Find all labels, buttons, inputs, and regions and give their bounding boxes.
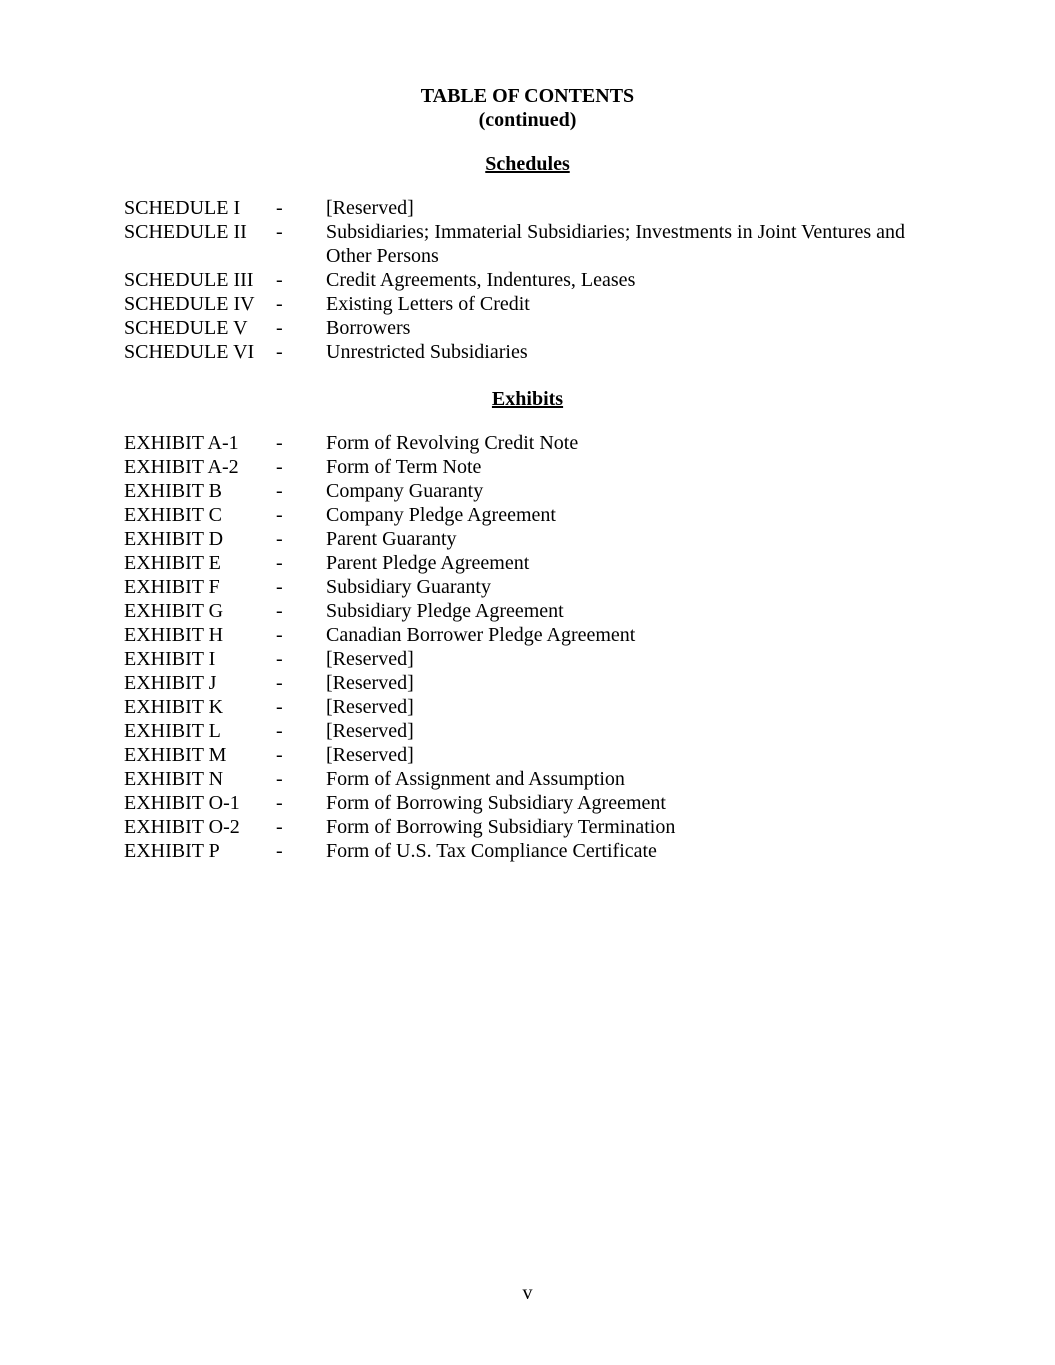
exhibit-label: EXHIBIT E [124,552,221,574]
separator-dash: - [276,744,283,766]
separator-dash: - [276,197,283,219]
exhibit-label: EXHIBIT O-1 [124,792,240,814]
exhibit-description: [Reserved] [326,648,414,670]
exhibit-description: Parent Pledge Agreement [326,552,530,574]
exhibit-description: Form of Borrowing Subsidiary Termination [326,816,676,838]
separator-dash: - [276,672,283,694]
exhibit-row [124,503,944,527]
exhibit-description: Parent Guaranty [326,528,457,550]
schedule-label: SCHEDULE VI [124,341,255,363]
schedule-description: Unrestricted Subsidiaries [326,341,528,363]
exhibit-description: Form of Assignment and Assumption [326,768,625,790]
schedule-label: SCHEDULE V [124,317,248,339]
exhibit-description: Company Pledge Agreement [326,504,556,526]
separator-dash: - [276,221,283,243]
schedule-row [124,292,944,316]
schedule-label: SCHEDULE I [124,197,241,219]
separator-dash: - [276,317,283,339]
separator-dash: - [276,456,283,478]
schedule-row [124,268,944,292]
schedules-list [124,196,944,364]
separator-dash: - [276,480,283,502]
exhibit-row [124,431,944,455]
exhibit-row [124,479,944,503]
separator-dash: - [276,840,283,862]
page-number: v [522,1282,533,1304]
exhibit-row [124,791,944,815]
schedule-label: SCHEDULE IV [124,293,255,315]
exhibit-row [124,839,944,863]
exhibit-row [124,719,944,743]
exhibit-label: EXHIBIT J [124,672,217,694]
page-title: TABLE OF CONTENTS [420,85,635,107]
exhibit-label: EXHIBIT C [124,504,222,526]
schedule-row [124,340,944,364]
separator-dash: - [276,552,283,574]
exhibit-description: Form of Borrowing Subsidiary Agreement [326,792,666,814]
exhibit-label: EXHIBIT N [124,768,224,790]
exhibit-row [124,575,944,599]
separator-dash: - [276,720,283,742]
schedule-row [124,220,944,268]
exhibit-description: Subsidiary Guaranty [326,576,491,598]
separator-dash: - [276,528,283,550]
exhibit-description: [Reserved] [326,672,414,694]
separator-dash: - [276,768,283,790]
schedule-row [124,316,944,340]
exhibit-label: EXHIBIT D [124,528,224,550]
exhibit-row [124,599,944,623]
schedules-heading: Schedules [485,153,570,175]
exhibit-row [124,527,944,551]
exhibit-label: EXHIBIT K [124,696,224,718]
schedule-description: Credit Agreements, Indentures, Leases [326,269,636,291]
schedule-description: [Reserved] [326,197,414,219]
separator-dash: - [276,696,283,718]
exhibit-row [124,623,944,647]
schedule-row [124,196,944,220]
exhibit-description: [Reserved] [326,720,414,742]
exhibit-label: EXHIBIT F [124,576,220,598]
separator-dash: - [276,624,283,646]
exhibit-description: Form of Term Note [326,456,482,478]
schedule-description: Subsidiaries; Immaterial Subsidiaries; Investments in Joint Ventures and Other Persons [326,221,905,267]
exhibit-row [124,647,944,671]
exhibit-row [124,671,944,695]
exhibit-description: Canadian Borrower Pledge Agreement [326,624,636,646]
exhibit-label: EXHIBIT M [124,744,227,766]
exhibit-description: Form of U.S. Tax Compliance Certificate [326,840,657,862]
exhibit-row [124,695,944,719]
exhibit-row [124,767,944,791]
separator-dash: - [276,293,283,315]
separator-dash: - [276,600,283,622]
exhibit-row [124,551,944,575]
schedule-description: Borrowers [326,317,411,339]
exhibit-description: [Reserved] [326,744,414,766]
exhibit-description: [Reserved] [326,696,414,718]
exhibit-description: Company Guaranty [326,480,484,502]
exhibit-row [124,455,944,479]
separator-dash: - [276,816,283,838]
exhibit-description: Form of Revolving Credit Note [326,432,579,454]
exhibit-label: EXHIBIT I [124,648,216,670]
exhibit-description: Subsidiary Pledge Agreement [326,600,564,622]
separator-dash: - [276,432,283,454]
exhibits-list [124,431,944,863]
separator-dash: - [276,504,283,526]
exhibit-label: EXHIBIT O-2 [124,816,240,838]
separator-dash: - [276,576,283,598]
exhibit-row [124,815,944,839]
exhibit-label: EXHIBIT H [124,624,224,646]
separator-dash: - [276,648,283,670]
exhibit-label: EXHIBIT A-1 [124,432,239,454]
separator-dash: - [276,792,283,814]
exhibits-heading: Exhibits [491,388,564,410]
exhibit-label: EXHIBIT P [124,840,220,862]
schedule-label: SCHEDULE II [124,221,247,243]
separator-dash: - [276,341,283,363]
schedule-label: SCHEDULE III [124,269,254,291]
exhibit-label: EXHIBIT L [124,720,221,742]
exhibit-label: EXHIBIT A-2 [124,456,239,478]
exhibit-label: EXHIBIT G [124,600,224,622]
schedule-description: Existing Letters of Credit [326,293,530,315]
exhibit-label: EXHIBIT B [124,480,222,502]
separator-dash: - [276,269,283,291]
page-subtitle: (continued) [478,109,577,131]
exhibit-row [124,743,944,767]
